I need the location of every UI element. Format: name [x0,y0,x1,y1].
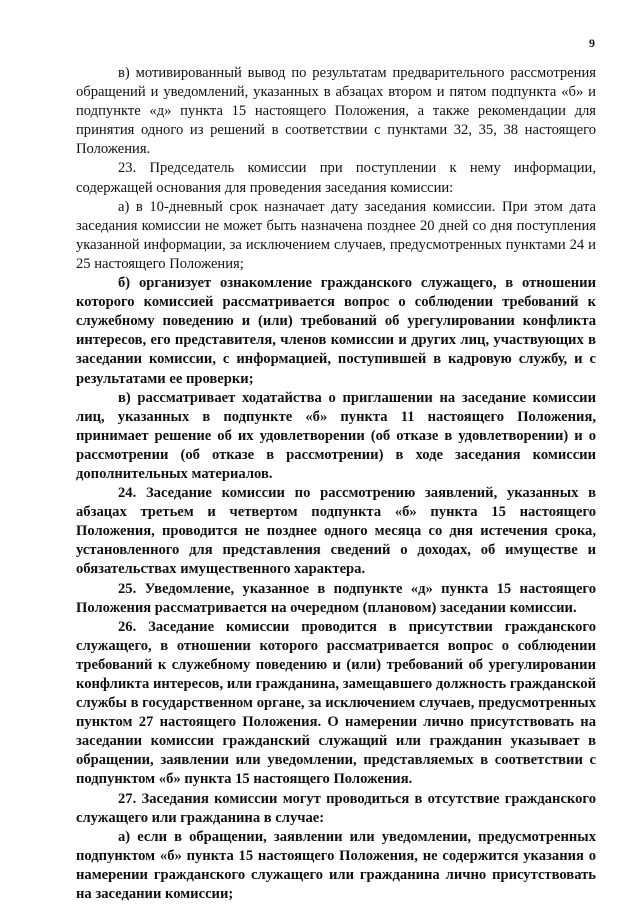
paragraph-27: 27. Заседания комиссии могут проводиться в отсутствие гражданского служащего или гражданина в случае: [76,790,596,826]
paragraph-26: 26. Заседание комиссии проводится в присутствии гражданского служащего, в отношении которого рассматривается вопрос о соблюдении требований к служебному поведению и (или) требований об урегулировании конфликта интересов, или гражданина, замещавшего должность гражданской службы в государственном органе, за исключением случаев, предусмотренных пунктом 27 настоящего Положения. О намерении лично присутствовать на заседании комиссии гражданский служащий или гражданин указывает в обращении, заявлении или уведомлении, представляемых в соответствии с подпунктом «б» пункта 15 настоящего Положения. [76,618,596,788]
paragraph-23-a: а) в 10-дневный срок назначает дату заседания комиссии. При этом дата заседания комиссии не может быть назначена позднее 20 дней со дня поступления указанной информации, за исключением случаев, предусмотренных пунктами 24 и 25 настоящего Положения; [76,198,596,272]
paragraph-23-b: б) организует ознакомление гражданского служащего, в отношении которого комиссией рассматривается вопрос о соблюдении требований к служебному поведению и (или) требований об урегулировании конфликта интересов, его представителя, членов комиссии и других лиц, участвующих в заседании комиссии, с информацией, поступившей в кадровую службу, и с результатами ее проверки; [76,275,596,387]
paragraph-27-a: а) если в обращении, заявлении или уведомлении, предусмотренных подпунктом «б» пункта 15 настоящего Положения, не содержится указания о намерении гражданского служащего или гражданина лично присутствовать на заседании комиссии; [76,828,596,903]
paragraph-22-v: в) мотивированный вывод по результатам предварительного рассмотрения обращений и уведомлений, указанных в абзацах втором и пятом подпункта «б» и подпункте «д» пункта 15 настоящего Положения, а также рекомендации для принятия одного из решений в соответствии с пунктами 32, 35, 38 настоящего Положения. [76,65,596,158]
page-number: 9 [589,36,595,50]
paragraph-25: 25. Уведомление, указанное в подпункте «д» пункта 15 настоящего Положения рассматривается на очередном (плановом) заседании комиссии. [76,580,596,616]
paragraph-23: 23. Председатель комиссии при поступлении к нему информации, содержащей основания для проведения заседания комиссии: [76,160,596,196]
document-body [76,64,596,904]
paragraph-24: 24. Заседание комиссии по рассмотрению заявлений, указанных в абзацах третьем и четвертом подпункта «б» пункта 15 настоящего Положения, проводится не позднее одного месяца со дня истечения срока, установленного для представления сведений о доходах, об имуществе и обязательствах имущественного характера. [76,485,596,578]
paragraph-23-v: в) рассматривает ходатайства о приглашении на заседание комиссии лиц, указанных в подпункте «б» пункта 11 настоящего Положения, принимает решение об их удовлетворении (об отказе в удовлетворении) и о рассмотрении (об отказе в рассмотрении) в ходе заседания комиссии дополнительных материалов. [76,389,596,482]
